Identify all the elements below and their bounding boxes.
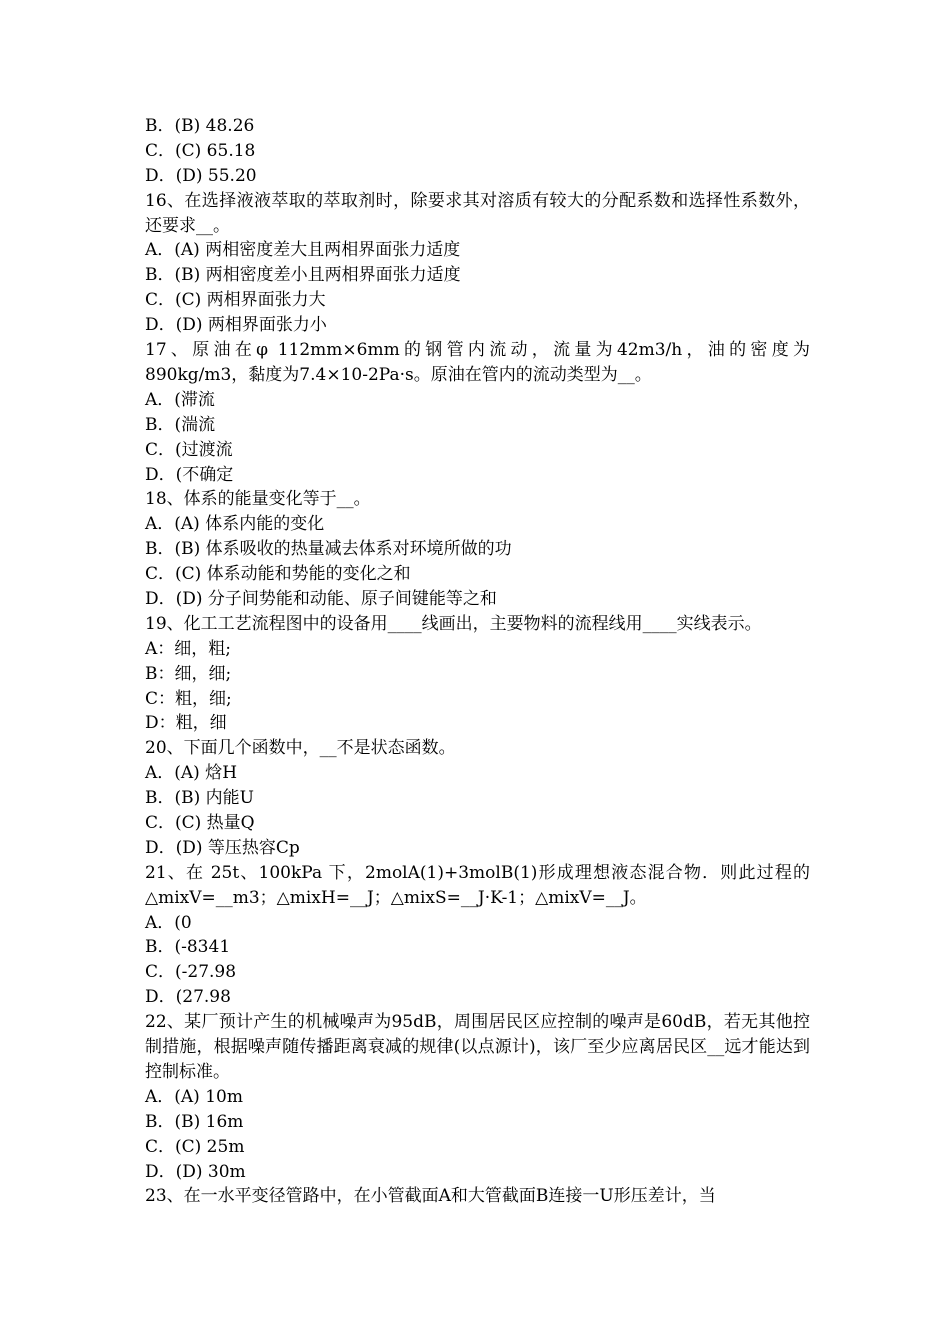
option-b-q18: B．(B) 体系吸收的热量减去体系对环境所做的功 — [145, 539, 512, 560]
option-c-q16: C．(C) 两相界面张力大 — [145, 290, 326, 311]
option-d-q18: D．(D) 分子间势能和动能、原子间键能等之和 — [145, 588, 497, 609]
option-c-q20: C．(C) 热量Q — [145, 813, 255, 833]
option-b-q22: B．(B) 16m — [145, 1111, 244, 1132]
option-d-q20: D．(D) 等压热容Cp — [145, 837, 300, 858]
option-d-q21: D．(27.98 — [145, 987, 231, 1008]
question-20: 20、下面几个函数中，__不是状态函数。 — [145, 738, 456, 759]
option-c-q15: C．(C) 65.18 — [145, 140, 256, 161]
option-b-q21: B．(-8341 — [145, 937, 231, 958]
option-a-q17: A．(滞流 — [145, 389, 215, 410]
option-a-q21: A．(0 — [145, 912, 192, 933]
question-17: 17、原油在φ 112mm×6mm的钢管内流动，流量为42m3/h，油的密度为890kg/m3，黏度为7.4×10-2Pa·s。原油在管内的流动类型为__。 — [145, 340, 810, 385]
option-a-q20: A．(A) 焓H — [145, 763, 238, 784]
option-d-q17: D．(不确定 — [145, 464, 234, 485]
question-16: 16、在选择液液萃取的萃取剂时，除要求其对溶质有较大的分配系数和选择性系数外，还要求__。 — [145, 190, 810, 236]
option-a-q22: A．(A) 10m — [145, 1086, 243, 1107]
option-d-q15: D．(D) 55.20 — [145, 165, 257, 186]
question-21: 21、在 25t、100kPa 下，2molA(1)+3molB(1)形成理想液态混合物．则此过程的△mixV=__m3；△mixH=__J；△mixS=__J·K-1；△mixV=__J。 — [145, 862, 810, 908]
document-body — [145, 114, 810, 1209]
option-c-q18: C．(C) 体系动能和势能的变化之和 — [145, 564, 411, 585]
question-18: 18、体系的能量变化等于__。 — [145, 489, 371, 510]
option-a-q18: A．(A) 体系内能的变化 — [145, 514, 325, 535]
option-b-q17: B．(湍流 — [145, 414, 216, 435]
option-d-q16: D．(D) 两相界面张力小 — [145, 315, 327, 336]
option-d-q19: D：粗，细 — [145, 713, 227, 734]
option-c-q17: C．(过渡流 — [145, 439, 233, 460]
question-19: 19、化工工艺流程图中的设备用____线画出，主要物料的流程线用____实线表示。 — [145, 613, 762, 634]
option-c-q22: C．(C) 25m — [145, 1136, 245, 1157]
option-a-q19: A：细，粗; — [145, 638, 232, 659]
option-b-q16: B．(B) 两相密度差小且两相界面张力适度 — [145, 265, 461, 286]
option-b-q19: B：细，细; — [145, 663, 232, 684]
question-23: 23、在一水平变径管路中，在小管截面A和大管截面B连接一U形压差计，当 — [145, 1186, 716, 1207]
option-c-q21: C．(-27.98 — [145, 962, 237, 983]
question-22: 22、某厂预计产生的机械噪声为95dB，周围居民区应控制的噪声是60dB，若无其他控制措施，根据噪声随传播距离衰减的规律(以点源计)，该厂至少应离居民区__远才能达到控制标准。 — [145, 1012, 810, 1082]
option-d-q22: D．(D) 30m — [145, 1161, 246, 1182]
option-b-q20: B．(B) 内能U — [145, 788, 254, 809]
option-b-q15: B．(B) 48.26 — [145, 116, 255, 136]
option-a-q16: A．(A) 两相密度差大且两相界面张力适度 — [145, 240, 461, 261]
option-c-q19: C：粗，细; — [145, 688, 232, 709]
